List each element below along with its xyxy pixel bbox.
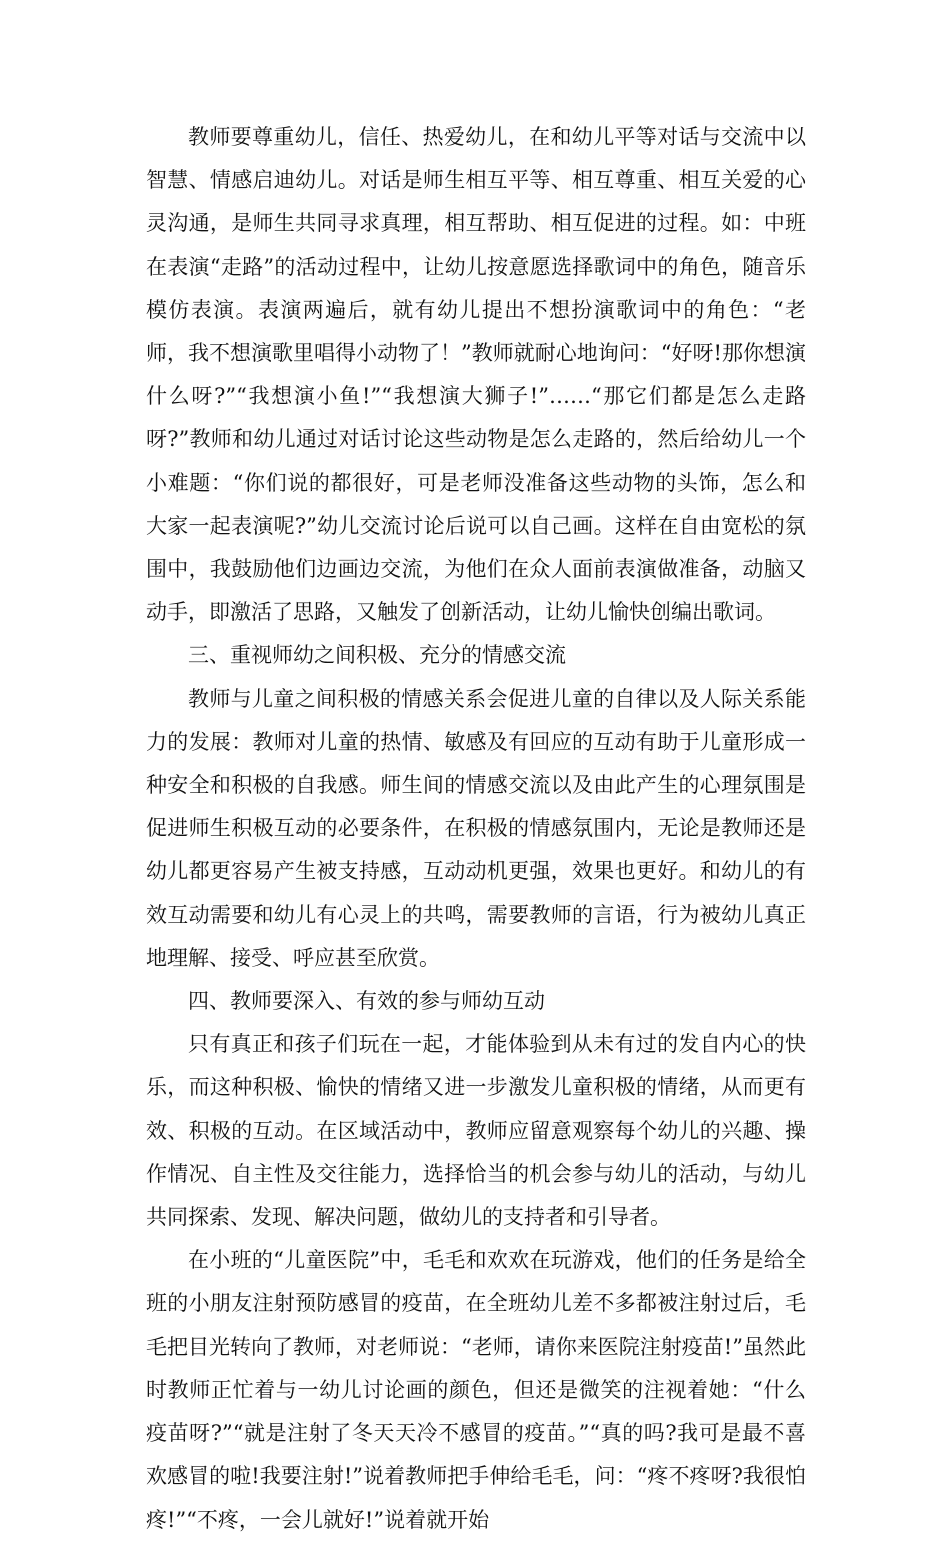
section-heading-3: 三、重视师幼之间积极、充分的情感交流 [188, 643, 566, 668]
document-body [146, 116, 806, 1542]
section-heading-4: 四、教师要深入、有效的参与师幼互动 [188, 989, 545, 1014]
paragraph-hospital-example: 在小班的“儿童医院”中，毛毛和欢欢在玩游戏，他们的任务是给全班的小朋友注射预防感冒的疫苗，在全班幼儿差不多都被注射过后，毛毛把目光转向了教师，对老师说：“老师，请你来医院注射疫苗!”虽然此时教师正忙着与一幼儿讨论画的颜色，但还是微笑的注视着她：“什么疫苗呀?”“就是注射了冬天天冷不感冒的疫苗。”“真的吗?我可是最不喜欢感冒的啦!我要注射!”说着教师把手伸给毛毛，问：“疼不疼呀?我很怕疼!”“不疼，一会儿就好!”说着就开始 [146, 1248, 806, 1532]
paragraph-participation: 只有真正和孩子们玩在一起，才能体验到从未有过的发自内心的快乐，而这种积极、愉快的情绪又进一步激发儿童积极的情绪，从而更有效、积极的互动。在区域活动中，教师应留意观察每个幼儿的兴趣、操作情况、自主性及交往能力，选择恰当的机会参与幼儿的活动，与幼儿共同探索、发现、解决问题，做幼儿的支持者和引导者。 [146, 1032, 806, 1230]
paragraph-dialogue: 教师要尊重幼儿，信任、热爱幼儿，在和幼儿平等对话与交流中以智慧、情感启迪幼儿。对话是师生相互平等、相互尊重、相互关爱的心灵沟通，是师生共同寻求真理，相互帮助、相互促进的过程。如：中班在表演“走路”的活动过程中，让幼儿按意愿选择歌词中的角色，随音乐模仿表演。表演两遍后，就有幼儿提出不想扮演歌词中的角色：“老师，我不想演歌里唱得小动物了！”教师就耐心地询问：“好呀!那你想演什么呀?”“我想演小鱼!”“我想演大狮子!”……“那它们都是怎么走路呀?”教师和幼儿通过对话讨论这些动物是怎么走路的，然后给幼儿一个小难题：“你们说的都很好，可是老师没准备这些动物的头饰，怎么和大家一起表演呢?”幼儿交流讨论后说可以自己画。这样在自由宽松的氛围中，我鼓励他们边画边交流，为他们在众人面前表演做准备，动脑又动手，即激活了思路，又触发了创新活动，让幼儿愉快创编出歌词。 [146, 125, 806, 625]
paragraph-emotional-exchange: 教师与儿童之间积极的情感关系会促进儿童的自律以及人际关系能力的发展：教师对儿童的热情、敏感及有回应的互动有助于儿童形成一种安全和积极的自我感。师生间的情感交流以及由此产生的心理氛围是促进师生积极互动的必要条件，在积极的情感氛围内，无论是教师还是幼儿都更容易产生被支持感，互动动机更强，效果也更好。和幼儿的有效互动需要和幼儿有心灵上的共鸣，需要教师的言语，行为被幼儿真正地理解、接受、呼应甚至欣赏。 [146, 686, 806, 970]
